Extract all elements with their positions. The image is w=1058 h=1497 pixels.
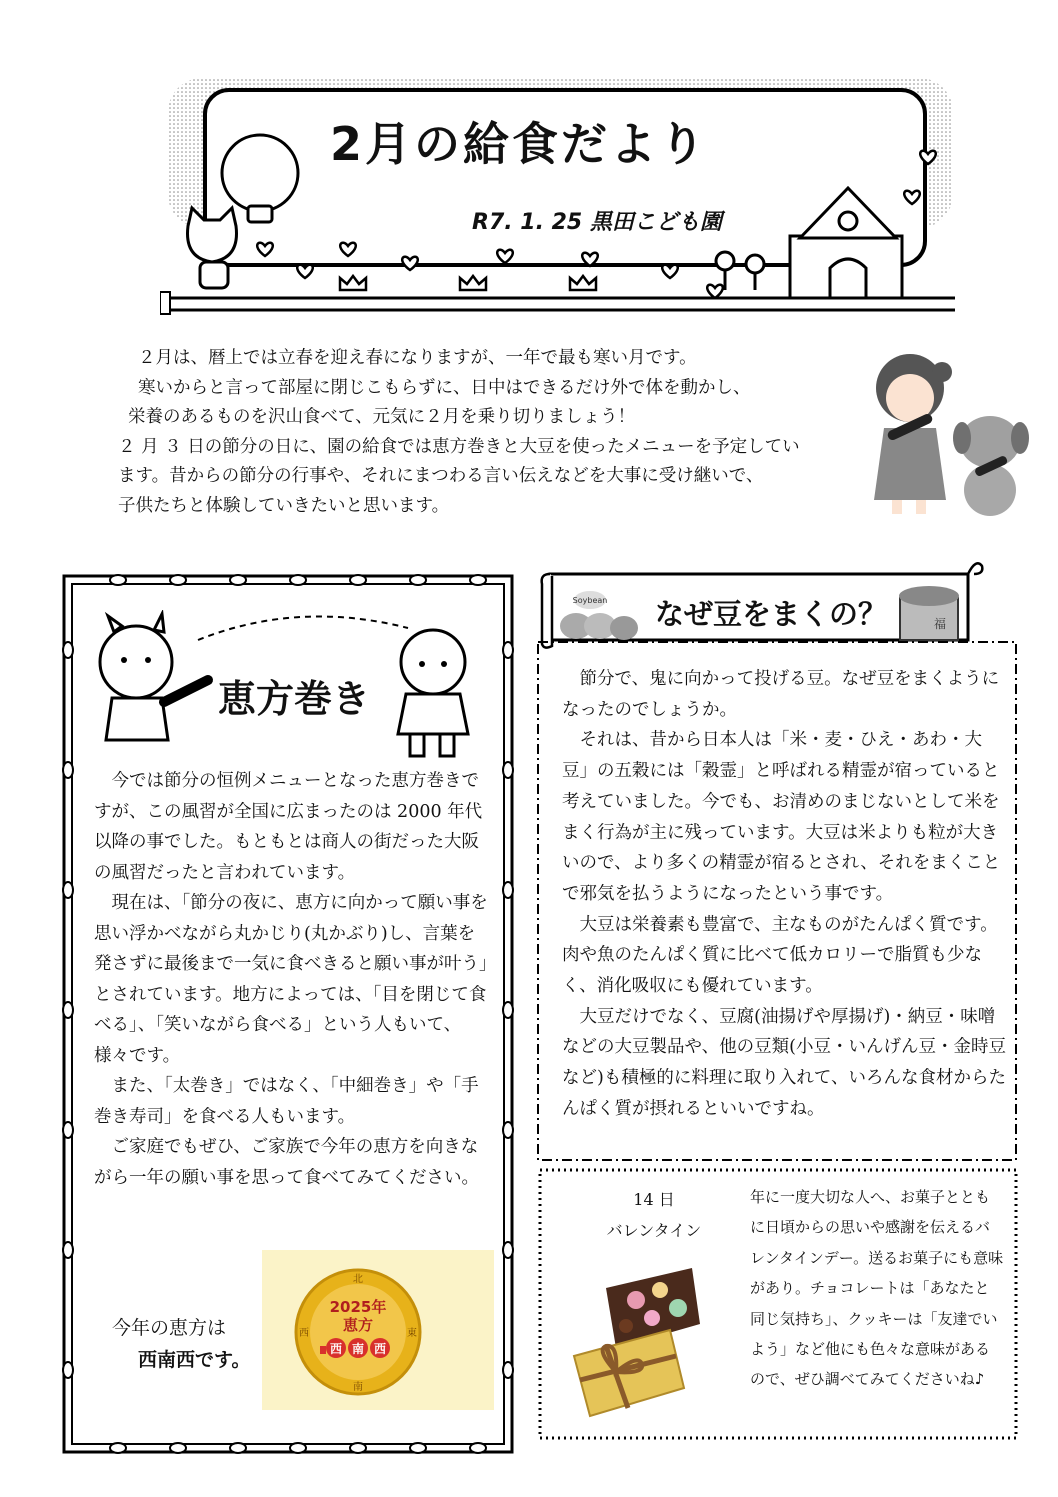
intro-line: 寒いからと言って部屋に閉じこもらずに、日中はできるだけ外で体を動かし、	[138, 377, 751, 398]
ehou-2025-badge	[262, 1250, 494, 1410]
intro-line: ２ 月 ３ 日の節分の日に、園の給食では恵方巻きと大豆を使ったメニューを予定してい	[118, 436, 800, 457]
intro-line: 子供たちと体験していきたいと思います。	[118, 495, 450, 516]
badge-east: 東	[407, 1328, 417, 1339]
article-paragraph: ご家庭でもぜひ、ご家族で今年の恵方を向きながら一年の願い事を思って食べてみてください。	[94, 1137, 479, 1188]
badge-dir-1: 西	[329, 1342, 343, 1356]
cat-icon	[188, 208, 237, 288]
intro-text	[100, 344, 860, 521]
badge-south: 南	[353, 1382, 363, 1393]
badge-dir-3: 西	[373, 1342, 387, 1356]
masu-label: 福	[933, 617, 947, 631]
chocolate-gift-illustration	[566, 1260, 706, 1420]
article-paragraph: 今では節分の恒例メニューとなった恵方巻きですが、この風習が全国に広まったのは 2000 年代以降の事でした。もともとは商人の街だった大阪の風習だったと言われています。	[94, 771, 483, 883]
ehoumaki-title: 恵方巻き	[218, 677, 371, 721]
badge-label: 恵方	[342, 1316, 374, 1334]
direction-value: 西南西です。	[138, 1349, 251, 1371]
newsletter-title: 2月の給食だより	[330, 117, 709, 171]
this-year-direction	[112, 1312, 250, 1376]
valentine-day: 14 日	[633, 1190, 675, 1209]
article-paragraph: 現在は、「節分の夜に、恵方に向かって願い事を思い浮かべながら丸かじり(丸かぶり)し、言葉を発さずに最後まで一気に食べきると願い事が叶う」とされています。地方によっては、「目を閉じて食べる」、「笑いながら食べる」という人もいて、様々です。	[94, 893, 488, 1066]
valentine-text: 年に一度大切な人へ、お菓子とともに日頃からの思いや感謝を伝えるバレンタインデー。送るお菓子にも意味があり。チョコレートは「あなたと同じ気持ち」、クッキーは「友達でいよう」など他にも色々な意味があるので、ぜひ調べてみてくださいね♪	[750, 1188, 1004, 1389]
mame-title: なぜ豆をまくの？	[655, 597, 888, 631]
girl-and-dog-eating-ehoumaki-illustration	[862, 350, 1037, 520]
badge-west: 西	[299, 1328, 309, 1339]
soybean-label: Soybean	[572, 596, 608, 605]
masu-box-icon	[899, 586, 959, 640]
article-paragraph: 大豆は栄養素も豊富で、主なものがたんぱく質です。肉や魚のたんぱく質に比べて低カロリーで脂質も少なく、消化吸収にも優れています。	[562, 914, 998, 997]
article-paragraph: それは、昔から日本人は「米・麦・ひえ・あわ・大豆」の五穀には「穀霊」と呼ばれる精霊が宿っていると考えていました。今でも、お清めのまじないとして米をまく行為が主に残っています。大豆は米よりも粒が大きいので、より多くの精霊が宿るとされ、それをまくことで邪気を払うようになったという事です。	[562, 730, 1001, 904]
badge-north: 北	[353, 1274, 363, 1285]
date-and-school: R7. 1. 25 黒田こども園	[472, 210, 722, 235]
ehoumaki-article	[94, 766, 488, 1193]
article-paragraph: 大豆だけでなく、豆腐(油揚げや厚揚げ)・納豆・味噌などの大豆製品や、他の豆類(小豆・いんげん豆・金時豆など)も積極的に料理に取り入れて、いろんな食材からたんぱく質が摂れるといいですね。	[562, 1006, 1006, 1119]
article-paragraph: 節分で、鬼に向かって投げる豆。なぜ豆をまくようになったのでしょうか。	[562, 669, 1000, 720]
valentine-heading	[604, 1184, 704, 1246]
mame-article	[562, 664, 1008, 1125]
intro-line: 栄養のあるものを沢山食べて、元気に２月を乗り切りましょう！	[128, 407, 636, 427]
intro-line: ます。昔からの節分の行事や、それにまつわる言い伝えなどを大事に受け継いで、	[118, 466, 764, 486]
badge-dir-2: 南	[351, 1342, 365, 1356]
direction-label: 今年の恵方は	[112, 1317, 227, 1339]
valentine-name: バレンタイン	[606, 1221, 702, 1240]
article-paragraph: また、「太巻き」ではなく、「中細巻き」や「手巻き寿司」を食べる人もいます。	[94, 1076, 479, 1127]
intro-line: ２月は、暦上では立春を迎え春になりますが、一年で最も寒い月です。	[138, 348, 697, 368]
badge-year: 2025年	[329, 1298, 387, 1316]
